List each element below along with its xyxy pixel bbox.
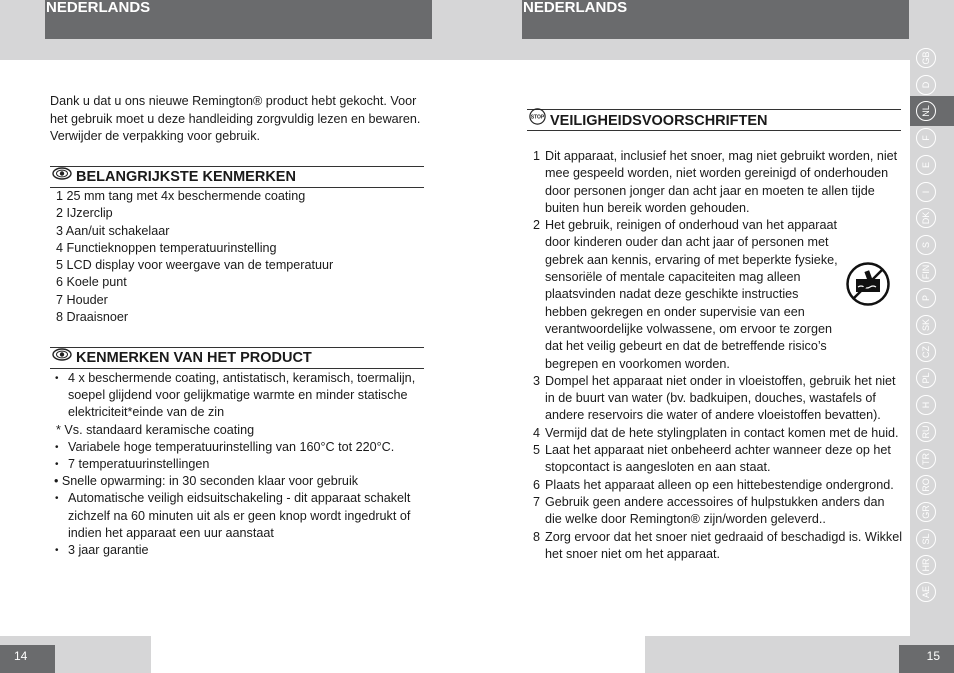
language-e: E bbox=[916, 155, 936, 175]
list-item: • 4 x beschermende coating, antistatisch, keramisch, toermalijn, soepel glijdend voor gelijkmatige warmte en minder statische elektriciteit*einde van de zin bbox=[54, 370, 428, 422]
features-list bbox=[56, 188, 426, 326]
eye-icon bbox=[52, 347, 72, 368]
list-item: 6 Koele punt bbox=[56, 275, 127, 290]
page-number-right: 15 bbox=[899, 645, 954, 673]
item-text: Zorg ervoor dat het snoer niet gedraaid of beschadigd is. Wikkel het snoer niet om het apparaat. bbox=[545, 529, 903, 561]
language-p: P bbox=[916, 288, 936, 308]
language-dk: DK bbox=[916, 208, 936, 228]
section-title-features: BELANGRIJKSTE KENMERKEN bbox=[76, 169, 296, 185]
item-number: 6 bbox=[533, 477, 541, 492]
item-number: 2 bbox=[533, 218, 541, 233]
language-tr: TR bbox=[916, 449, 936, 469]
language-h: H bbox=[916, 395, 936, 415]
language-gr: GR bbox=[916, 502, 936, 522]
page-number-left: 14 bbox=[0, 645, 55, 673]
item-text: Gebruik geen andere accessoires of hulpstukken anders dan die welke door Remington® zijn/worden geleverd.. bbox=[545, 494, 885, 527]
language-s: S bbox=[916, 235, 936, 255]
safety-list bbox=[533, 148, 903, 563]
list-item: • Snelle opwarming: in 30 seconden klaar voor gebruik bbox=[54, 474, 359, 489]
list-item: 4 Functieknoppen temperatuurinstelling bbox=[56, 240, 277, 255]
language-sk: SK bbox=[916, 315, 936, 335]
item-number: 5 bbox=[533, 443, 541, 458]
list-item: 8 Draaisnoer bbox=[56, 310, 129, 325]
list-item: 2 IJzerclip bbox=[56, 206, 113, 221]
section-title-product: KENMERKEN VAN HET PRODUCT bbox=[76, 350, 312, 366]
no-bath-warning-icon bbox=[846, 262, 890, 306]
language-fin: FIN bbox=[916, 262, 936, 282]
product-list bbox=[54, 370, 428, 559]
item-text: Het gebruik, reinigen of onderhoud van het apparaat door kinderen ouder dan acht jaar of personen met gebrek aan kennis, ervaring of met beperkte fysieke, sensoriële of mentale capaciteiten mag alleen plaatsvinden nadat deze geschikte instructies hebben gekregen en onder supervisie van een verantwoordelijke volwassene, om ervoor te zorgen dat het veilig gebeurt en dat de betreffende risico’s begrepen en voorkomen worden. bbox=[545, 218, 838, 371]
list-item bbox=[533, 442, 903, 477]
item-text: Laat het apparaat niet onbeheerd achter wanneer deze op het stopcontact is aangesloten en aan staat. bbox=[545, 443, 891, 475]
list-item bbox=[533, 373, 903, 425]
item-text: Dompel het apparaat niet onder in vloeistoffen, gebruik het niet in de buurt van water (bv. badkuipen, douches, wastafels of andere reservoirs die water of andere vloeistoffen bevatten). bbox=[545, 373, 896, 423]
language-sl: SL bbox=[916, 529, 936, 549]
item-number: 4 bbox=[533, 425, 541, 440]
intro-text: Dank u dat u ons nieuwe Remington® product hebt gekocht. Voor het gebruik moet u deze handleiding zorgvuldig lezen en bewaren. Verwijder de verpakking voor gebruik. bbox=[50, 94, 421, 143]
list-item: • Automatische veiligh eidsuitschakeling - dit apparaat schakelt zichzelf na 60 minuten uit als er geen knop wordt ingedrukt of indien het apparaat een uur aanstaat bbox=[54, 490, 428, 542]
section-head-safety bbox=[527, 109, 901, 131]
list-item bbox=[533, 425, 903, 442]
list-item: • 7 temperatuurinstellingen bbox=[54, 456, 428, 473]
language-ru: RU bbox=[916, 422, 936, 442]
eye-icon bbox=[52, 166, 72, 187]
list-item: • 3 jaar garantie bbox=[54, 542, 428, 559]
language-i: I bbox=[916, 182, 936, 202]
list-item: 1 25 mm tang met 4x beschermende coating bbox=[56, 189, 306, 203]
language-gb: GB bbox=[916, 48, 936, 68]
item-number: 3 bbox=[533, 373, 541, 388]
list-item: 7 Houder bbox=[56, 292, 108, 307]
language-tab-left: NEDERLANDS bbox=[45, 0, 432, 39]
list-item bbox=[533, 477, 903, 494]
item-number: 7 bbox=[533, 494, 541, 509]
item-text: Vermijd dat de hete stylingplaten in contact komen met de huid. bbox=[545, 425, 899, 440]
list-item bbox=[533, 494, 903, 529]
language-nl: NL bbox=[916, 101, 936, 121]
bottom-band-right bbox=[645, 636, 910, 673]
language-d: D bbox=[916, 75, 936, 95]
section-head-features bbox=[50, 166, 424, 188]
item-text: Plaats het apparaat alleen op een hittebestendige ondergrond. bbox=[545, 477, 894, 492]
language-tab-right: NEDERLANDS bbox=[522, 0, 909, 39]
language-cz: CZ bbox=[916, 342, 936, 362]
stop-label: STOP bbox=[530, 114, 545, 121]
list-item: * Vs. standaard keramische coating bbox=[56, 422, 255, 437]
list-item: 5 LCD display voor weergave van de temperatuur bbox=[56, 258, 334, 273]
section-title-safety: VEILIGHEIDSVOORSCHRIFTEN bbox=[550, 112, 768, 129]
language-pl: PL bbox=[916, 368, 936, 388]
language-ro: RO bbox=[916, 475, 936, 495]
language-ae: AE bbox=[916, 582, 936, 602]
item-text: Dit apparaat, inclusief het snoer, mag niet gebruikt worden, niet mee gespeeld worden, niet worden gereinigd of onderhouden door personen jonger dan acht jaar en moeten te allen tijde buiten hun bereik worden gehouden. bbox=[545, 149, 898, 215]
list-item: • Variabele hoge temperatuurinstelling van 160°C tot 220°C. bbox=[54, 439, 428, 456]
item-number: 8 bbox=[533, 529, 541, 544]
section-head-product bbox=[50, 347, 424, 369]
list-item bbox=[533, 529, 903, 564]
list-item: 3 Aan/uit schakelaar bbox=[56, 223, 170, 238]
language-hr: HR bbox=[916, 555, 936, 575]
language-f: F bbox=[916, 128, 936, 148]
item-number: 1 bbox=[533, 149, 541, 163]
stop-icon bbox=[529, 108, 546, 132]
list-item bbox=[533, 148, 903, 217]
